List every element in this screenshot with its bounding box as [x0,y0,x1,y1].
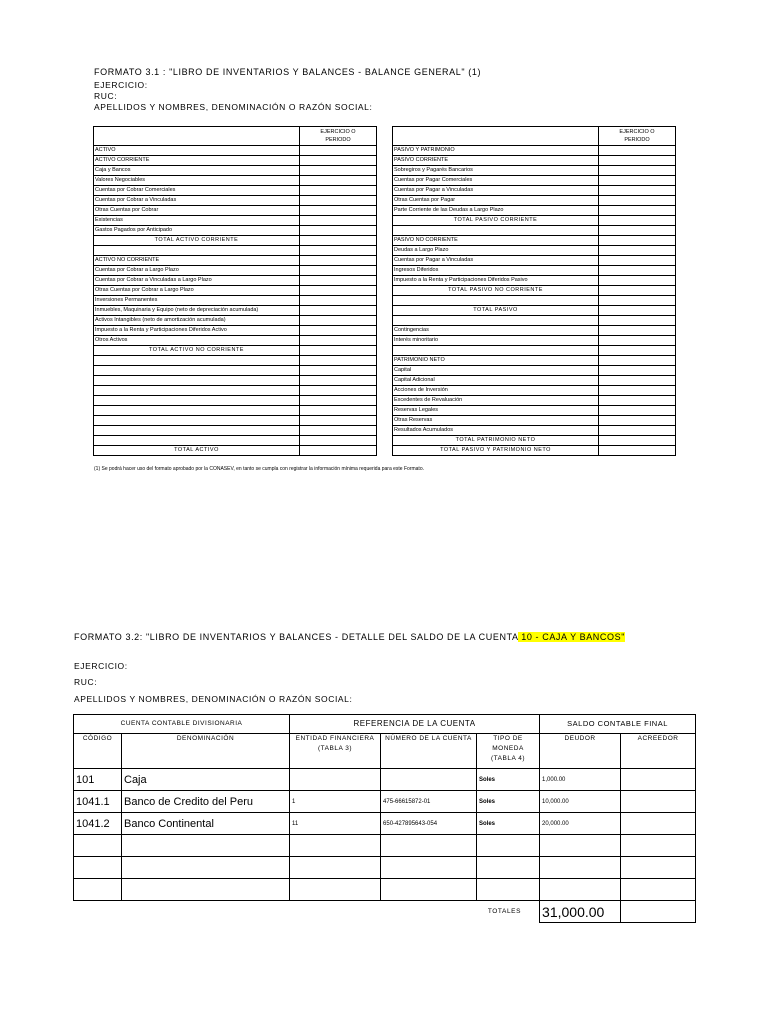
right-period-value [599,246,676,256]
left-period-value [300,206,377,216]
totales-label: TOTALES [487,908,522,916]
left-account-label: TOTAL ACTIVO NO CORRIENTE [94,346,300,356]
left-period-value [300,346,377,356]
right-balance-row [393,366,676,376]
f31-footnote: (1) Se podrá hacer uso del formato aprobado por la CONASEV, en tanto se cumpla con registrar la información mínima requerida para este Formato. [94,466,424,472]
left-account-label [94,406,300,416]
col-denominacion-header: DENOMINACIÓN [122,734,290,769]
right-period-value [599,146,676,156]
left-balance-row [94,127,377,146]
left-account-label: Cuentas por Cobrar a Largo Plazo [94,266,300,276]
f31-razon-label: APELLIDOS Y NOMBRES, DENOMINACIÓN O RAZÓN SOCIAL: [94,102,373,112]
right-period-value [599,176,676,186]
left-account-label: TOTAL ACTIVO CORRIENTE [94,236,300,246]
left-period-value [300,296,377,306]
cell-moneda [477,835,540,857]
left-account-label [94,127,300,146]
right-period-value [599,436,676,446]
left-account-label [94,386,300,396]
right-account-label: Otras Reservas [393,416,599,426]
right-account-label: Otras Cuentas por Pagar [393,196,599,206]
left-balance-row [94,346,377,356]
left-account-label: Cuentas por Cobrar Comerciales [94,186,300,196]
detalle-row [74,769,696,791]
left-balance-row [94,156,377,166]
left-period-value [300,276,377,286]
cell-acreedor [621,835,696,857]
cell-moneda [477,857,540,879]
left-account-label: Inmuebles, Maquinaria y Equipo (neto de depreciación acumulada) [94,306,300,316]
left-balance-row [94,296,377,306]
right-period-value [599,256,676,266]
left-account-label [94,396,300,406]
left-account-label [94,246,300,256]
left-balance-row [94,166,377,176]
left-account-label: Impuesto a la Renta y Participaciones Diferidos Activo [94,326,300,336]
right-account-label: Capital Adicional [393,376,599,386]
f32-ruc-label: RUC: [74,677,98,687]
cell-denominacion: Banco de Credito del Peru [122,791,290,813]
left-account-label: TOTAL ACTIVO [94,446,300,456]
cell-deudor: 10,000.00 [540,791,621,813]
cell-entidad: 1 [290,791,381,813]
cell-denominacion: Caja [122,769,290,791]
cell-acreedor [621,813,696,835]
right-period-value [599,306,676,316]
right-account-label: TOTAL PASIVO CORRIENTE [393,216,599,226]
left-period-value [300,306,377,316]
cell-codigo [74,835,122,857]
left-balance-row [94,256,377,266]
col-numero-header: NÚMERO DE LA CUENTA [381,734,477,769]
right-account-label: PASIVO CORRIENTE [393,156,599,166]
right-balance-row [393,176,676,186]
f32-title [74,632,625,642]
right-account-label: TOTAL PASIVO NO CORRIENTE [393,286,599,296]
cell-numero: 475-66615872-01 [381,791,477,813]
right-period-value [599,236,676,246]
right-period-value: EJERCICIO O PERIODO [599,127,676,146]
left-period-value [300,146,377,156]
group-referencia-header: REFERENCIA DE LA CUENTA [290,715,540,734]
col-entidad-header: ENTIDAD FINANCIERA (TABLA 3) [290,734,381,769]
left-account-label: Cuentas por Cobrar a Vinculadas a Largo Plazo [94,276,300,286]
left-account-label: Otros Activos [94,336,300,346]
left-balance-row [94,196,377,206]
group-saldo-header: SALDO CONTABLE FINAL [540,715,696,734]
left-account-label: Gastos Pagados por Anticipado [94,226,300,236]
left-period-value [300,416,377,426]
cell-deudor [540,857,621,879]
right-balance-row [393,196,676,206]
left-account-label: Valores Negociables [94,176,300,186]
cell-codigo: 1041.2 [74,813,122,835]
cell-denominacion: Banco Continental [122,813,290,835]
right-account-label: Cuentas por Pagar a Vinculadas [393,186,599,196]
left-period-value [300,376,377,386]
right-account-label: Resultados Acumulados [393,426,599,436]
right-balance-row [393,326,676,336]
cell-codigo: 101 [74,769,122,791]
f32-title-highlight: 10 - CAJA Y BANCOS" [518,632,626,642]
cell-acreedor [621,769,696,791]
left-balance-row [94,406,377,416]
right-balance-row [393,426,676,436]
right-period-value [599,446,676,456]
cell-entidad [290,835,381,857]
right-account-label [393,296,599,306]
left-balance-row [94,186,377,196]
left-account-label [94,416,300,426]
left-period-value [300,386,377,396]
right-account-label: Parte Corriente de las Deudas a Largo Plazo [393,206,599,216]
right-period-value [599,216,676,226]
left-period-value [300,336,377,346]
col-deudor-header: DEUDOR [540,734,621,769]
left-account-label: Caja y Bancos [94,166,300,176]
left-balance-row [94,316,377,326]
right-balance-row [393,316,676,326]
right-period-value [599,206,676,216]
cell-deudor: 1,000.00 [540,769,621,791]
left-account-label [94,356,300,366]
right-balance-row [393,156,676,166]
cell-entidad: 11 [290,813,381,835]
left-balance-row [94,326,377,336]
detalle-row [74,835,696,857]
f32-razon-label: APELLIDOS Y NOMBRES, DENOMINACIÓN O RAZÓN SOCIAL: [74,694,353,704]
left-period-value [300,176,377,186]
total-deudor: 31,000.00 [540,901,621,923]
right-account-label: TOTAL PASIVO Y PATRIMONIO NETO [393,446,599,456]
left-account-label: ACTIVO [94,146,300,156]
right-balance-row [393,356,676,366]
right-account-label [393,316,599,326]
left-period-value [300,326,377,336]
right-period-value [599,296,676,306]
right-account-label: TOTAL PASIVO [393,306,599,316]
right-balance-row [393,376,676,386]
right-period-value [599,266,676,276]
left-account-label: Cuentas por Cobrar a Vinculadas [94,196,300,206]
col-moneda-header: TIPO DE MONEDA (TABLA 4) [477,734,540,769]
right-account-label [393,346,599,356]
cell-codigo [74,857,122,879]
right-balance-row [393,146,676,156]
right-balance-row [393,346,676,356]
left-balance-row [94,446,377,456]
cell-numero [381,857,477,879]
right-period-value [599,226,676,236]
f31-ejercicio-label: EJERCICIO: [94,80,148,90]
left-period-value [300,286,377,296]
right-account-label: Interés minoritario [393,336,599,346]
right-period-value [599,346,676,356]
left-account-label: Existencias [94,216,300,226]
right-account-label: Capital [393,366,599,376]
group-cuenta-header: CUENTA CONTABLE DIVISIONARIA [74,715,290,734]
left-balance-row [94,306,377,316]
right-balance-row [393,296,676,306]
cell-deudor: 20,000.00 [540,813,621,835]
cell-moneda: Soles [477,813,540,835]
right-period-value [599,396,676,406]
left-period-value [300,246,377,256]
left-period-value [300,236,377,246]
left-account-label: Inversiones Permanentes [94,296,300,306]
detalle-row [74,879,696,901]
right-balance-row [393,186,676,196]
left-balance-row [94,216,377,226]
detalle-row [74,857,696,879]
cell-denominacion [122,879,290,901]
right-account-label: PASIVO Y PATRIMONIO [393,146,599,156]
right-balance-row [393,306,676,316]
left-balance-row [94,206,377,216]
right-account-label: Excedentes de Revaluación [393,396,599,406]
left-balance-row [94,226,377,236]
cell-entidad [290,769,381,791]
left-balance-row [94,366,377,376]
cell-moneda: Soles [477,791,540,813]
cell-numero [381,879,477,901]
right-account-label: Sobregiros y Pagarés Bancarios [393,166,599,176]
left-balance-row [94,386,377,396]
f31-ruc-label: RUC: [94,91,118,101]
cell-moneda: Soles [477,769,540,791]
right-period-value [599,326,676,336]
left-balance-row [94,246,377,256]
right-balance-row [393,286,676,296]
right-period-value [599,186,676,196]
left-balance-row [94,236,377,246]
cell-denominacion [122,835,290,857]
right-period-value [599,166,676,176]
left-balance-row [94,376,377,386]
left-balance-row [94,266,377,276]
left-period-value [300,366,377,376]
cell-numero [381,769,477,791]
left-account-label: ACTIVO CORRIENTE [94,156,300,166]
right-balance-row [393,276,676,286]
activo-table [93,126,377,456]
right-account-label: Ingresos Diferidos [393,266,599,276]
detalle-row [74,813,696,835]
cell-codigo [74,879,122,901]
right-balance-row [393,396,676,406]
f31-title: FORMATO 3.1 : "LIBRO DE INVENTARIOS Y BALANCES - BALANCE GENERAL" (1) [94,67,482,77]
right-period-value [599,316,676,326]
detalle-table [73,714,696,923]
left-period-value [300,216,377,226]
pasivo-table [392,126,676,456]
right-balance-row [393,166,676,176]
right-balance-row [393,406,676,416]
right-balance-row [393,416,676,426]
cell-deudor [540,835,621,857]
f32-ejercicio-label: EJERCICIO: [74,661,128,671]
right-account-label [393,226,599,236]
right-balance-row [393,266,676,276]
cell-moneda [477,879,540,901]
left-balance-row [94,146,377,156]
right-balance-row [393,386,676,396]
right-period-value [599,286,676,296]
left-account-label [94,376,300,386]
left-balance-row [94,276,377,286]
cell-entidad [290,879,381,901]
right-account-label [393,127,599,146]
left-period-value [300,166,377,176]
right-period-value [599,356,676,366]
cell-acreedor [621,879,696,901]
left-account-label: Otras Cuentas por Cobrar a Largo Plazo [94,286,300,296]
right-balance-row [393,216,676,226]
right-account-label: PASIVO NO CORRIENTE [393,236,599,246]
left-balance-row [94,396,377,406]
cell-numero [381,835,477,857]
f32-title-prefix: FORMATO 3.2: "LIBRO DE INVENTARIOS Y BALANCES - DETALLE DEL SALDO DE LA CUENTA [74,632,519,642]
right-account-label: Contingencias [393,326,599,336]
right-period-value [599,376,676,386]
left-period-value [300,406,377,416]
right-balance-row [393,226,676,236]
left-period-value [300,436,377,446]
right-account-label: Acciones de Inversión [393,386,599,396]
right-account-label: Reservas Legales [393,406,599,416]
col-acreedor-header: ACREEDOR [621,734,696,769]
left-account-label: Activos Intangibles (neto de amortización acumulada) [94,316,300,326]
left-account-label: ACTIVO NO CORRIENTE [94,256,300,266]
right-account-label: Deudas a Largo Plazo [393,246,599,256]
right-account-label: PATRIMONIO NETO [393,356,599,366]
right-account-label: Impuesto a la Renta y Participaciones Diferidos Pasivo [393,276,599,286]
left-period-value [300,156,377,166]
left-balance-row [94,336,377,346]
left-balance-row [94,416,377,426]
left-balance-row [94,356,377,366]
cell-entidad [290,857,381,879]
left-period-value [300,446,377,456]
left-account-label: Otras Cuentas por Cobrar [94,206,300,216]
cell-acreedor [621,857,696,879]
right-period-value [599,386,676,396]
left-balance-row [94,426,377,436]
left-period-value [300,196,377,206]
right-period-value [599,416,676,426]
cell-numero: 650-427895643-054 [381,813,477,835]
right-period-value [599,196,676,206]
cell-denominacion [122,857,290,879]
left-balance-row [94,176,377,186]
right-balance-row [393,236,676,246]
left-period-value [300,396,377,406]
left-period-value [300,226,377,236]
right-period-value [599,336,676,346]
cell-deudor [540,879,621,901]
right-balance-row [393,446,676,456]
right-balance-row [393,436,676,446]
right-balance-row [393,127,676,146]
left-period-value [300,356,377,366]
left-account-label [94,366,300,376]
cell-acreedor [621,791,696,813]
right-period-value [599,406,676,416]
col-codigo-header: CÓDIGO [74,734,122,769]
right-period-value [599,366,676,376]
right-period-value [599,426,676,436]
right-balance-row [393,336,676,346]
left-period-value [300,266,377,276]
left-period-value [300,316,377,326]
right-period-value [599,156,676,166]
right-account-label: Cuentas por Pagar a Vinculadas [393,256,599,266]
right-balance-row [393,206,676,216]
right-balance-row [393,256,676,266]
left-account-label [94,426,300,436]
left-account-label [94,436,300,446]
right-period-value [599,276,676,286]
detalle-row [74,791,696,813]
left-period-value [300,426,377,436]
right-account-label: TOTAL PATRIMONIO NETO [393,436,599,446]
left-period-value [300,256,377,266]
right-balance-row [393,246,676,256]
cell-codigo: 1041.1 [74,791,122,813]
left-period-value [300,186,377,196]
right-account-label: Cuentas por Pagar Comerciales [393,176,599,186]
left-balance-row [94,436,377,446]
left-period-value: EJERCICIO O PERIODO [300,127,377,146]
left-balance-row [94,286,377,296]
total-acreedor [621,901,696,923]
